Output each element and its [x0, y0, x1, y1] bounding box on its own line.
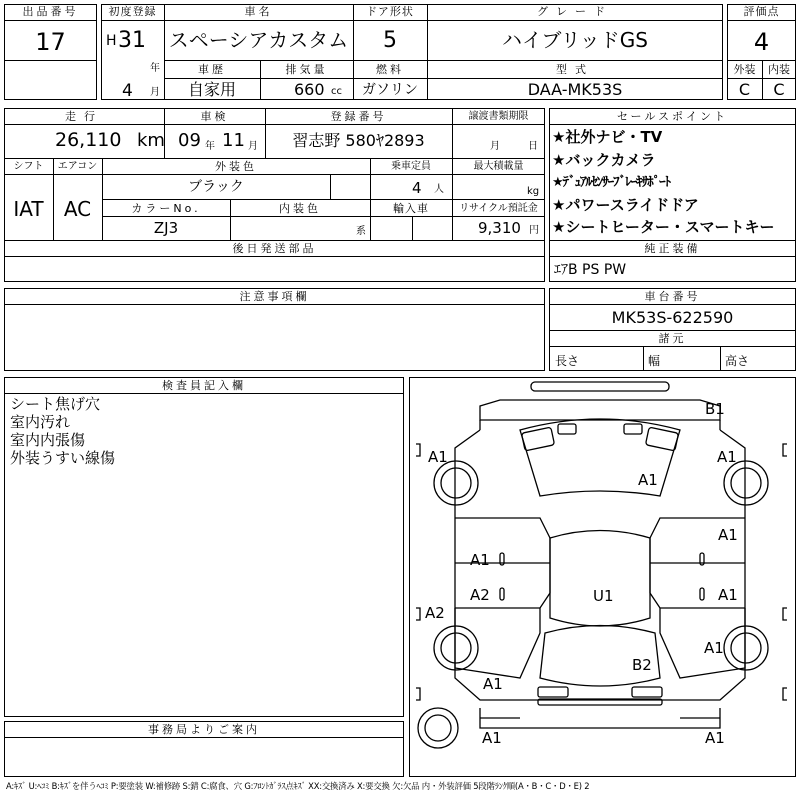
displacement-unit: cc — [331, 86, 342, 97]
mark-right-rear-door: A1 — [718, 586, 738, 604]
mark-left-sill: A2 — [425, 604, 445, 622]
door-count: 5 — [383, 28, 397, 53]
max-load-label: 最大積載量 — [473, 161, 524, 172]
mark-rear-bumper-left: A1 — [482, 729, 502, 747]
mark-rear-bumper-right: A1 — [705, 729, 725, 747]
mark-right-rear-fender: A1 — [704, 639, 724, 657]
transfer-label: 譲渡書類期限 — [468, 111, 529, 122]
grade: ハイブリッドGS — [502, 28, 648, 52]
later-parts-label: 後日発送部品 — [232, 242, 317, 255]
seats-label: 乗車定員 — [391, 161, 431, 172]
chassis-number: MK53S-622590 — [611, 308, 734, 327]
mileage: 26,110 — [55, 129, 122, 151]
recycle-label: リサイクル預託金 — [459, 203, 538, 214]
exterior-label: 外装 — [733, 63, 756, 76]
recycle-fee: 9,310 — [478, 219, 521, 237]
history: 自家用 — [187, 80, 236, 99]
year-unit: 年 — [150, 63, 160, 74]
load-unit: kg — [527, 186, 540, 197]
seats: 4 — [412, 179, 422, 197]
mark-left-rear-door: A2 — [470, 586, 490, 604]
first-reg-year: 31 — [118, 28, 146, 53]
legend: A:ｷｽﾞ U:ﾍｺﾐ B:ｷｽﾞを伴うﾍｺﾐ P:要塗装 W:補修跡 S:錆 C:腐食、穴 G:ﾌﾛﾝﾄｶﾞﾗｽ点ｷｽﾞ XX:交換済み X:要交換 欠:欠品 内・外装評価 5段階ﾗﾝｸ順(A・B・C・D・E) 2 — [6, 781, 590, 791]
car-name: スペーシアカスタム — [168, 28, 349, 52]
model: DAA-MK53S — [527, 80, 623, 99]
inspector-note-1: シート焦げ穴 — [10, 395, 101, 413]
shift-label: シフト — [13, 161, 44, 172]
door-label: ドア形状 — [366, 5, 414, 18]
dim-length-label: 長さ — [555, 354, 580, 368]
mark-front-left-fender: A1 — [428, 448, 448, 466]
color-no: ZJ3 — [153, 219, 179, 237]
model-label: 型式 — [556, 63, 594, 76]
sales-point-4: ★パワースライドドア — [552, 196, 699, 214]
mark-front-bumper: B1 — [705, 400, 725, 418]
inspector-note-3: 室内内張傷 — [10, 431, 86, 449]
genuine-equipment: ｴｱB PS PW — [554, 262, 627, 278]
plate-label: 登録番号 — [330, 110, 387, 123]
genuine-equipment-label: 純正装備 — [644, 242, 701, 255]
recycle-unit: 円 — [529, 225, 539, 236]
plate-number: 習志野 580ﾔ2893 — [292, 131, 425, 150]
transfer-month-unit: 月 — [490, 141, 500, 152]
air-conditioner: AC — [63, 197, 92, 221]
seats-unit: 人 — [434, 184, 444, 195]
interior-grade: C — [773, 80, 785, 99]
sales-point-5: ★シートヒーター・スマートキー — [552, 218, 775, 236]
displacement: 660 — [294, 80, 325, 99]
lot-number-label: 出品番号 — [22, 5, 79, 18]
score-label: 評価点 — [743, 5, 780, 18]
inspection-year-unit: 年 — [205, 141, 215, 152]
inspector-note-4: 外装うすい線傷 — [10, 449, 116, 467]
int-color-unit: 系 — [356, 226, 366, 237]
mileage-label: 走行 — [65, 110, 103, 123]
month-unit: 月 — [150, 87, 160, 98]
history-label: 車歴 — [198, 63, 226, 76]
inspection-month-unit: 月 — [248, 141, 258, 152]
era: H — [106, 33, 117, 49]
mark-right-front-door: A1 — [718, 526, 738, 544]
interior-label: 内装 — [768, 63, 790, 76]
displacement-label: 排気量 — [285, 63, 328, 76]
int-color-label: 内装色 — [279, 202, 321, 215]
notes-label: 注意事項欄 — [239, 290, 310, 303]
lot-number: 17 — [35, 28, 66, 56]
transfer-day-unit: 日 — [528, 141, 538, 152]
mark-roof: U1 — [593, 587, 614, 605]
import-label: 輸入車 — [393, 202, 429, 215]
grade-label: グレード — [537, 5, 613, 18]
sales-point-3: ★ﾃﾞｭｱﾙｾﾝｻｰﾌﾞﾚｰｷｻﾎﾟｰﾄ — [552, 175, 671, 190]
sales-point-2: ★バックカメラ — [552, 151, 656, 169]
sales-points-label: セールスポイント — [616, 110, 728, 123]
inspector-note-2: 室内汚れ — [10, 413, 71, 431]
dimensions-label: 諸元 — [658, 332, 687, 345]
shift: IAT — [13, 197, 44, 221]
mileage-unit: km — [137, 130, 165, 151]
ext-color: ブラック — [188, 179, 244, 195]
fuel: ガソリン — [362, 82, 418, 98]
score: 4 — [753, 28, 770, 56]
fuel-label: 燃料 — [376, 63, 404, 76]
mark-tailgate: B2 — [632, 656, 652, 674]
mark-hood: A1 — [638, 471, 658, 489]
first-reg-month: 4 — [122, 81, 133, 101]
exterior-grade: C — [738, 80, 751, 99]
ac-label: エアコン — [57, 161, 98, 172]
dim-width-label: 幅 — [648, 354, 661, 368]
mark-left-front-door: A1 — [470, 551, 490, 569]
inspection-month: 11 — [222, 130, 245, 151]
chassis-label: 車台番号 — [644, 290, 701, 303]
dim-height-label: 高さ — [725, 354, 750, 368]
mark-left-rear-fender: A1 — [483, 675, 503, 693]
mark-front-right-fender: A1 — [717, 448, 737, 466]
inspection-year: 09 — [178, 130, 201, 151]
color-no-label: カラーNo. — [131, 202, 201, 215]
sales-point-1: ★社外ナビ・TV — [552, 128, 663, 146]
inspector-label: 検査員記入欄 — [162, 379, 246, 392]
damage-diagram — [409, 377, 796, 777]
ext-color-label: 外装色 — [215, 160, 257, 173]
first-reg-label: 初度登録 — [108, 5, 157, 18]
car-name-label: 車名 — [244, 5, 273, 18]
office-label: 事務局よりご案内 — [148, 723, 260, 736]
inspection-label: 車検 — [200, 110, 229, 123]
